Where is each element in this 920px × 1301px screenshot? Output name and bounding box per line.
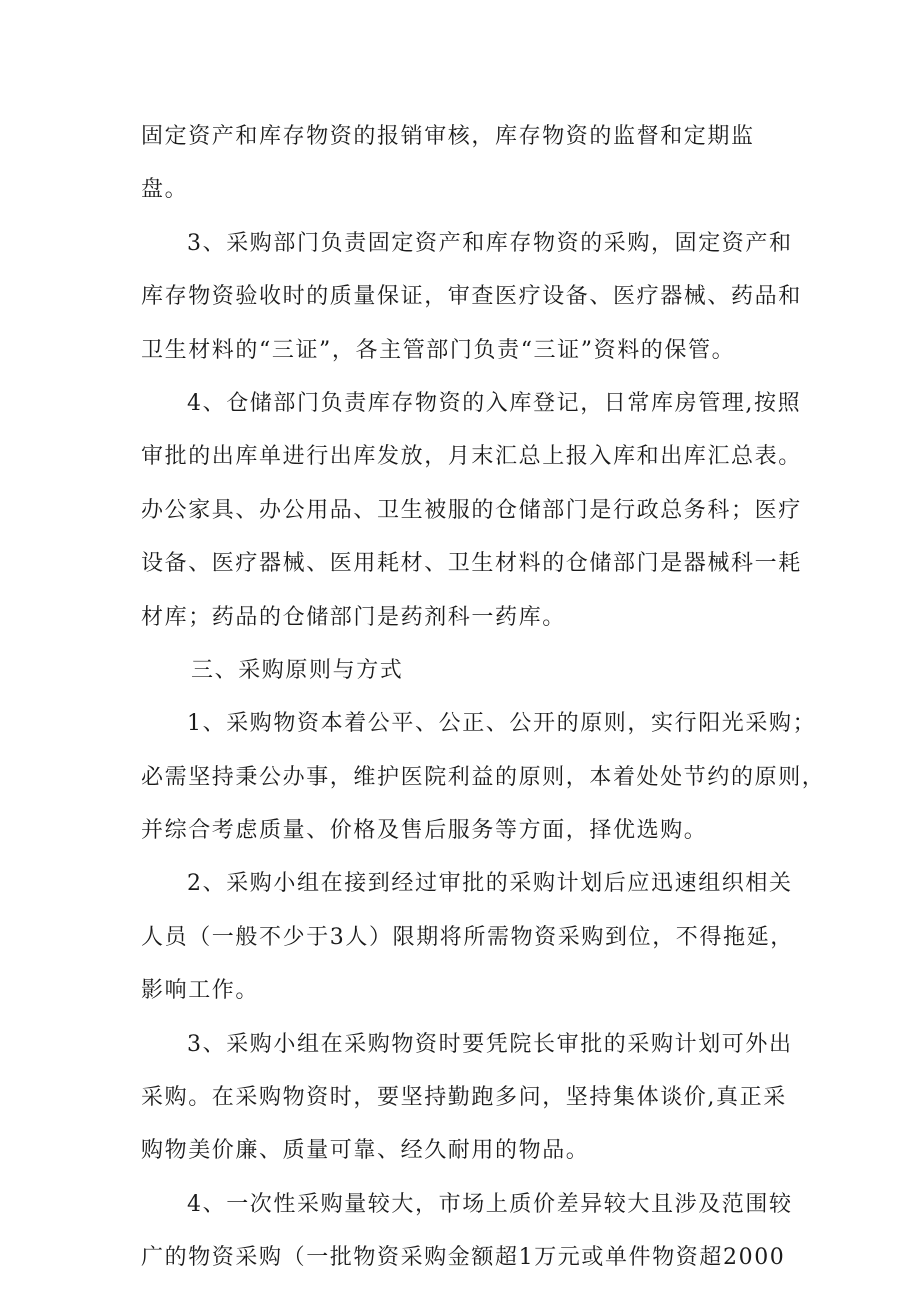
text-line: 库存物资验收时的质量保证，审查医疗设备、医疗器械、药品和	[141, 284, 802, 310]
text-line: 并综合考虑质量、价格及售后服务等方面，择优选购。	[141, 818, 708, 844]
text-line: 办公家具、办公用品、卫生被服的仓储部门是行政总务科；医疗	[141, 497, 802, 523]
paragraph-start-line: 3、采购小组在采购物资时要凭院长审批的采购计划可外出	[187, 1031, 793, 1057]
paragraph-start-line: 2、采购小组在接到经过审批的采购计划后应迅速组织相关	[187, 871, 793, 897]
section-heading: 三、采购原则与方式	[191, 657, 404, 683]
text-line: 影响工作。	[141, 978, 260, 1004]
text-line: 审批的出库单进行出库发放，月末汇总上报入库和出库汇总表。	[141, 444, 802, 470]
paragraph-start-line: 1、采购物资本着公平、公正、公开的原则，实行阳光采购；	[187, 711, 817, 737]
text-line: 盘。	[141, 177, 189, 203]
text-line: 固定资产和库存物资的报销审核，库存物资的监督和定期监	[141, 124, 755, 149]
text-line: 材库；药品的仓储部门是药剂科一药库。	[141, 604, 566, 630]
text-line: 设备、医疗器械、医用耗材、卫生材料的仓储部门是器械科一耗	[141, 551, 802, 577]
document-body	[141, 110, 826, 1285]
text-line: 广的物资采购（一批物资采购金额超1万元或单件物资超2000	[141, 1245, 786, 1271]
text-line: 必需坚持秉公办事，维护医院利益的原则，本着处处节约的原则，	[141, 764, 826, 790]
paragraph-start-line: 3、采购部门负责固定资产和库存物资的采购，固定资产和	[187, 230, 793, 256]
text-line: 采购。在采购物资时，要坚持勤跑多问，坚持集体谈价,真正采	[141, 1085, 787, 1111]
text-line: 购物美价廉、质量可靠、经久耐用的物品。	[141, 1138, 590, 1164]
paragraph-start-line: 4、一次性采购量较大，市场上质价差异较大且涉及范围较	[187, 1191, 793, 1217]
paragraph-start-line: 4、仓储部门负责库存物资的入库登记，日常库房管理,按照	[187, 390, 802, 416]
text-line: 卫生材料的“三证”，各主管部门负责“三证”资料的保管。	[141, 337, 736, 363]
text-line: 人员（一般不少于3人）限期将所需物资采购到位，不得拖延，	[141, 924, 794, 950]
